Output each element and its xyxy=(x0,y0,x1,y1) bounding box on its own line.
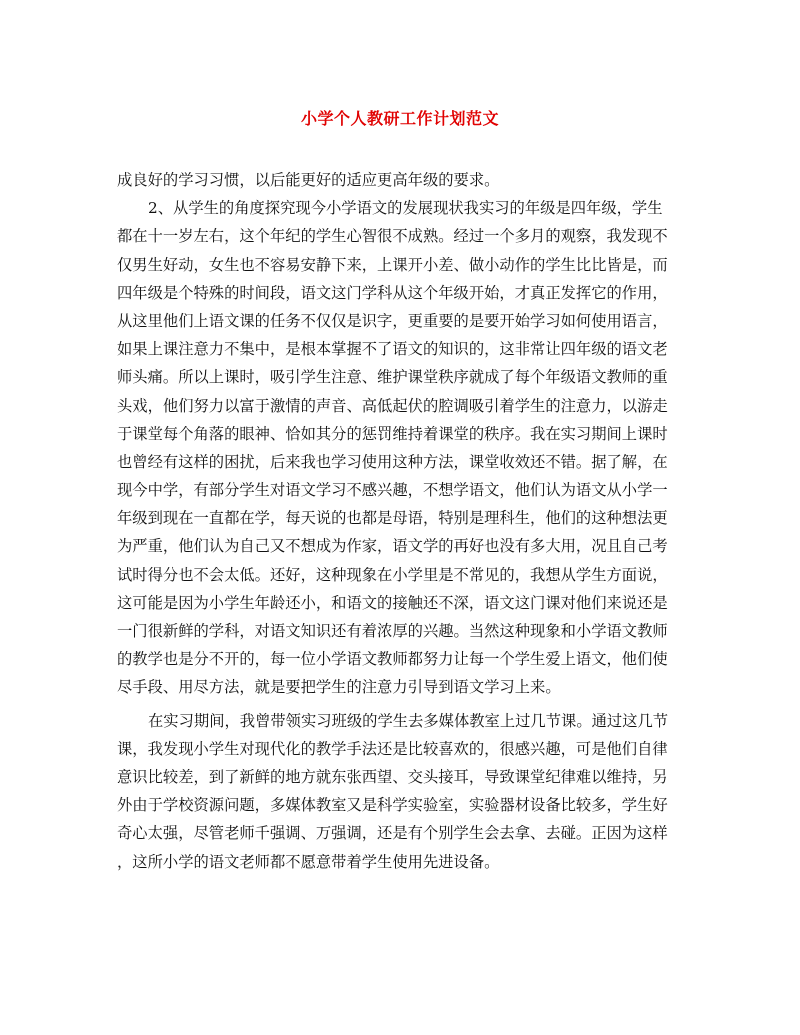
text-line: 2、从学生的角度探究现今小学语文的发展现状我实习的年级是四年级，学生 xyxy=(148,199,663,218)
text-line: ，这所小学的语文老师都不愿意带着学生使用先进设备。 xyxy=(117,852,500,871)
text-line: 尽手段、用尽方法，就是要把学生的注意力引导到语文学习上来。 xyxy=(117,678,561,697)
text-line: 师头痛。所以上课时，吸引学生注意、维护课堂秩序就成了每个年级语文教师的重 xyxy=(117,368,668,387)
text-line: 现今中学，有部分学生对语文学习不感兴趣，不想学语文，他们认为语文从小学一 xyxy=(117,481,668,500)
text-line: 四年级是个特殊的时间段，语文这门学科从这个年级开始，才真正发挥它的作用， xyxy=(117,283,668,302)
document-body xyxy=(117,166,683,876)
paragraph-1 xyxy=(117,166,683,194)
text-line: 课，我发现小学生对现代化的教学手法还是比较喜欢的，很感兴趣，可是他们自律 xyxy=(117,739,668,758)
text-line: 意识比较差，到了新鲜的地方就东张西望、交头接耳，导致课堂纪律难以维持，另 xyxy=(117,767,668,786)
text-line: 成良好的学习习惯，以后能更好的适应更高年级的要求。 xyxy=(117,171,500,189)
text-line: 的教学也是分不开的，每一位小学语文教师都努力让每一个学生爱上语文，他们使 xyxy=(117,650,668,669)
text-line: 为严重，他们认为自己又不想成为作家，语文学的再好也没有多大用，况且自己考 xyxy=(117,537,668,556)
text-line: 奇心太强，尽管老师千强调、万强调，还是有个别学生会去拿、去碰。正因为这样 xyxy=(117,824,668,843)
paragraph-2 xyxy=(117,194,683,701)
text-line: 从这里他们上语文课的任务不仅仅是识字，更重要的是要开始学习如何使用语言， xyxy=(117,311,668,330)
text-line: 试时得分也不会太低。还好，这种现象在小学里是不常见的，我想从学生方面说， xyxy=(117,565,668,584)
text-line: 都在十一岁左右，这个年纪的学生心智很不成熟。经过一个多月的观察，我发现不 xyxy=(117,227,668,246)
text-line: 也曾经有这样的困扰，后来我也学习使用这种方法，课堂收效还不错。据了解，在 xyxy=(117,452,668,471)
text-line: 外由于学校资源问题，多媒体教室又是科学实验室，实验器材设备比较多，学生好 xyxy=(117,796,668,815)
paragraph-3 xyxy=(117,707,683,876)
text-line: 如果上课注意力不集中，是根本掌握不了语文的知识的，这非常让四年级的语文老 xyxy=(117,340,668,359)
text-line: 在实习期间，我曾带领实习班级的学生去多媒体教室上过几节课。通过这几节 xyxy=(148,711,669,730)
text-line: 这可能是因为小学生年龄还小，和语文的接触还不深，语文这门课对他们来说还是 xyxy=(117,593,668,612)
text-line: 于课堂每个角落的眼神、恰如其分的惩罚维持着课堂的秩序。我在实习期间上课时 xyxy=(117,424,668,443)
text-line: 头戏，他们努力以富于激情的声音、高低起伏的腔调吸引着学生的注意力，以游走 xyxy=(117,396,668,415)
text-line: 一门很新鲜的学科，对语文知识还有着浓厚的兴趣。当然这种现象和小学语文教师 xyxy=(117,622,668,640)
text-line: 年级到现在一直都在学，每天说的也都是母语，特别是理科生，他们的这种想法更 xyxy=(117,509,668,528)
text-line: 仅男生好动，女生也不容易安静下来，上课开小差、做小动作的学生比比皆是，而 xyxy=(117,255,668,274)
document-title: 小学个人教研工作计划范文 xyxy=(300,109,499,128)
